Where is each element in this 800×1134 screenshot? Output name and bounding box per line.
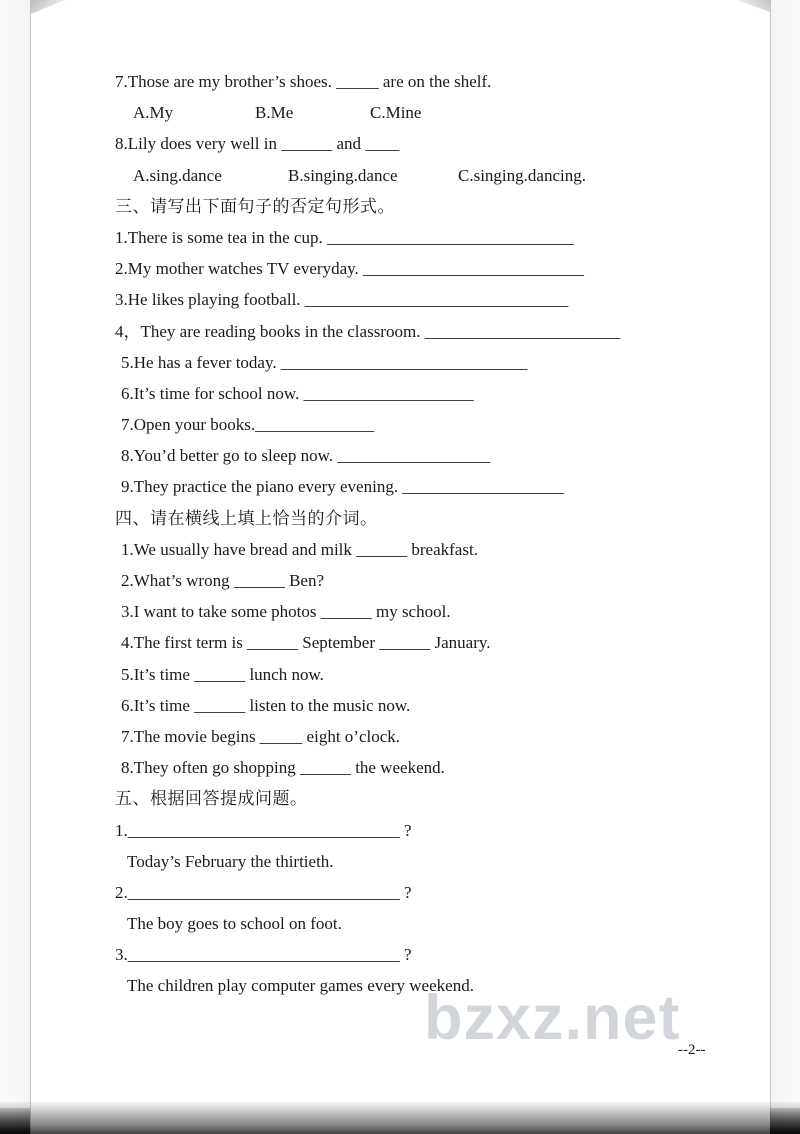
exercise-line: 7.Open your books.______________ [121, 415, 375, 435]
question-blank-line: 1.________________________________ ? [115, 820, 412, 840]
option-a: A.sing.dance [133, 165, 222, 185]
corner-mark-left [31, 0, 65, 14]
exercise-line: 4.The first term is ______ September ______ January. [121, 633, 491, 653]
exercise-line: 4，They are reading books in the classroom. _______________________ [115, 321, 621, 341]
section-title-5: 五、根据回答提成问题。 [115, 789, 308, 809]
page-edge-left [0, 0, 31, 1134]
page-number: --2-- [678, 1042, 706, 1058]
exercise-line: 3.He likes playing football. _______________________________ [115, 290, 569, 310]
answer-line: The children play computer games every weekend. [127, 976, 474, 996]
exercise-line: 2.My mother watches TV everyday. __________________________ [115, 259, 585, 279]
exercise-line: 6.It’s time ______ listen to the music now. [121, 695, 411, 715]
option-a: A.My [133, 103, 174, 123]
exercise-line: 5.It’s time ______ lunch now. [121, 664, 324, 684]
exercise-line: 8.You’d better go to sleep now. __________________ [121, 446, 491, 466]
exercise-line: 9.They practice the piano every evening. ___________________ [121, 477, 564, 497]
question-blank-line: 3.________________________________ ? [115, 945, 412, 965]
exercise-line: 6.It’s time for school now. ____________________ [121, 383, 474, 403]
section-title-4: 四、请在横线上填上恰当的介词。 [115, 508, 378, 528]
option-c: C.singing.dancing. [458, 165, 586, 185]
corner-mark-right [736, 0, 770, 12]
question-blank-line: 2.________________________________ ? [115, 882, 412, 902]
section-title-3: 三、请写出下面句子的否定句形式。 [115, 196, 395, 216]
bottom-corner-right [770, 1108, 800, 1134]
exercise-line: 8.They often go shopping ______ the weekend. [121, 758, 445, 778]
question-stem-8: 8.Lily does very well in ______ and ____ [115, 134, 400, 154]
option-b: B.Me [255, 103, 294, 123]
page-edge-right [770, 0, 800, 1134]
answer-line: The boy goes to school on foot. [127, 914, 342, 934]
question-stem-7: 7.Those are my brother’s shoes. _____ are on the shelf. [115, 72, 492, 91]
option-b: B.singing.dance [288, 165, 398, 185]
options-row-7 [115, 97, 715, 128]
exercise-line: 1.We usually have bread and milk ______ breakfast. [121, 539, 478, 559]
bottom-scan-shadow [0, 1102, 800, 1134]
options-row-8 [115, 160, 715, 191]
watermark: bzxz.net [424, 983, 681, 1053]
exercise-line: 1.There is some tea in the cup. _____________________________ [115, 227, 574, 247]
exercise-line: 2.What’s wrong ______ Ben? [121, 571, 325, 590]
answer-line: Today’s February the thirtieth. [127, 851, 334, 871]
option-c: C.Mine [370, 103, 422, 123]
bottom-corner-left [0, 1108, 30, 1134]
document-content [115, 66, 715, 1002]
exercise-line: 7.The movie begins _____ eight o’clock. [121, 726, 401, 746]
exercise-line: 5.He has a fever today. _____________________________ [121, 352, 528, 372]
exercise-line: 3.I want to take some photos ______ my school. [121, 602, 451, 622]
